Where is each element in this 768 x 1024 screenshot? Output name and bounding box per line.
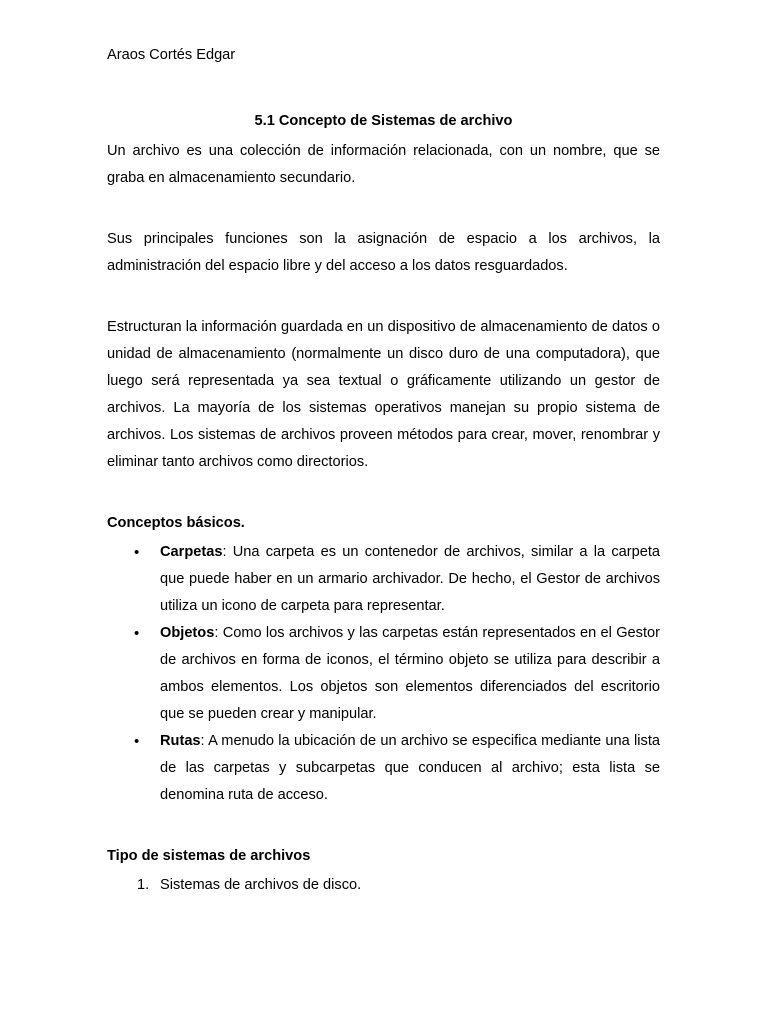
bullet-icon: • bbox=[134, 625, 140, 642]
term-rutas: Rutas bbox=[160, 733, 201, 749]
types-heading: Tipo de sistemas de archivos bbox=[107, 848, 311, 864]
list-item-text: Sistemas de archivos de disco. bbox=[160, 877, 362, 893]
list-number: 1. bbox=[137, 877, 150, 893]
list-item-carpetas bbox=[107, 539, 660, 620]
term-carpetas: Carpetas bbox=[160, 544, 223, 560]
term-objetos: Objetos bbox=[160, 625, 215, 641]
author-name: Araos Cortés Edgar bbox=[107, 47, 236, 63]
bullet-icon: • bbox=[134, 544, 140, 561]
basics-list bbox=[107, 539, 660, 809]
types-list bbox=[107, 872, 660, 899]
paragraph-functions: Sus principales funciones son la asignación de espacio a los archivos, la administración del espacio libre y del acceso a los datos resguardados. bbox=[107, 231, 660, 274]
list-item-disk-filesystems bbox=[107, 872, 660, 899]
definition-carpetas: : Una carpeta es un contenedor de archivos, similar a la carpeta que puede haber en un armario archivador. De hecho, el Gestor de archivos utiliza un icono de carpeta para representar. bbox=[160, 544, 660, 614]
definition-rutas: : A menudo la ubicación de un archivo se especifica mediante una lista de las carpetas y subcarpetas que conducen al archivo; esta lista se denomina ruta de acceso. bbox=[160, 733, 660, 803]
document-body bbox=[107, 111, 660, 899]
section-title: 5.1 Concepto de Sistemas de archivo bbox=[254, 113, 513, 129]
basics-heading: Conceptos básicos. bbox=[107, 515, 245, 531]
bullet-icon: • bbox=[134, 733, 140, 750]
list-item-objetos bbox=[107, 620, 660, 728]
list-item-rutas bbox=[107, 728, 660, 809]
definition-objetos: : Como los archivos y las carpetas están representados en el Gestor de archivos en forma de iconos, el término objeto se utiliza para describir a ambos elementos. Los objetos son elementos diferenciados del escritorio que se pueden crear y manipular. bbox=[160, 625, 660, 722]
paragraph-spacer bbox=[107, 280, 660, 314]
paragraph-definition: Un archivo es una colección de información relacionada, con un nombre, que se graba en almacenamiento secundario. bbox=[107, 143, 660, 186]
paragraph-spacer bbox=[107, 192, 660, 226]
paragraph-spacer bbox=[107, 809, 660, 843]
paragraph-spacer bbox=[107, 476, 660, 510]
paragraph-structure: Estructuran la información guardada en un dispositivo de almacenamiento de datos o unidad de almacenamiento (normalmente un disco duro de una computadora), que luego será representada ya sea textual o gráficamente utilizando un gestor de archivos. La mayoría de los sistemas operativos manejan su propio sistema de archivos. Los sistemas de archivos proveen métodos para crear, mover, renombrar y eliminar tanto archivos como directorios. bbox=[107, 319, 660, 470]
